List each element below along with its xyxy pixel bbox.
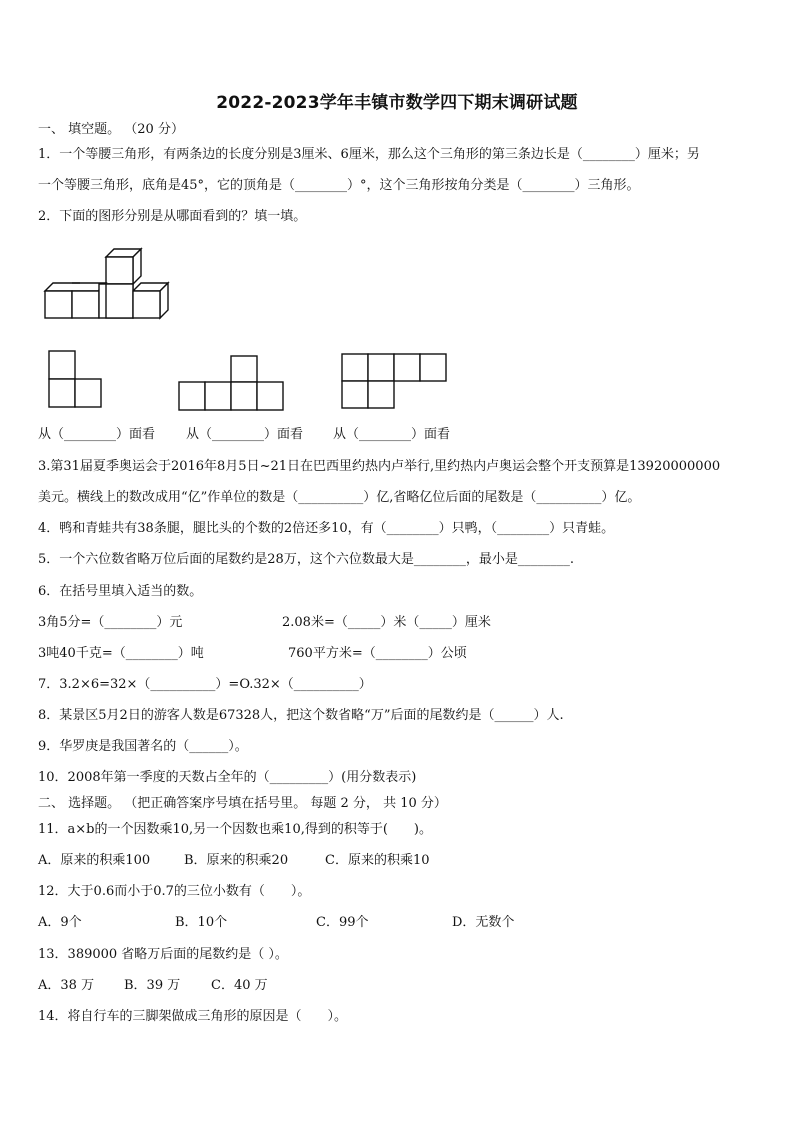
question-6-item-4: 760平方米=（________）公顷 (288, 646, 467, 661)
question-5: 5．一个六位数省略万位后面的尾数约是28万，这个六位数最大是________，最小是________. (38, 552, 574, 567)
question-12: 12．大于0.6而小于0.7的三位小数有（ ）。 (38, 884, 311, 899)
question-13-option-b: B．39 万 (124, 978, 181, 993)
page-title: 2022-2023学年丰镇市数学四下期末调研试题 (216, 93, 578, 113)
section-1-heading: 一、 填空题。 （20 分） (38, 122, 184, 137)
question-6-item-3: 3吨40千克=（________）吨 (38, 646, 204, 661)
section-2-heading: 二、 选择题。 （把正确答案序号填在括号里。 每题 2 分， 共 10 分） (38, 796, 447, 811)
question-2: 2．下面的图形分别是从哪面看到的？填一填。 (38, 209, 307, 224)
question-13-option-a: A．38 万 (38, 978, 95, 993)
question-11-option-b: B．原来的积乘20 (184, 853, 289, 868)
view-2-label: 从（________）面看 (186, 427, 304, 442)
question-12-option-d: D．无数个 (452, 915, 515, 930)
question-10: 10．2008年第一季度的天数占全年的（_________）(用分数表示) (38, 770, 417, 785)
question-11-option-c: C．原来的积乘10 (325, 853, 430, 868)
question-1-line-2: 一个等腰三角形，底角是45°，它的顶角是（________）°，这个三角形按角分类是（________）三角形。 (38, 178, 640, 193)
question-11: 11．a×b的一个因数乘10,另一个因数也乘10,得到的积等于( )。 (38, 822, 432, 837)
view-1-label: 从（________）面看 (38, 427, 156, 442)
question-9: 9．华罗庚是我国著名的（______）。 (38, 739, 248, 754)
view-3-label: 从（________）面看 (333, 427, 451, 442)
question-1-line-1: 1．一个等腰三角形，有两条边的长度分别是3厘米、6厘米，那么这个三角形的第三条边长是（________）厘米；另 (38, 147, 700, 162)
question-11-option-a: A．原来的积乘100 (38, 853, 151, 868)
cube-stack-figure (40, 244, 175, 324)
question-6: 6．在括号里填入适当的数。 (38, 584, 203, 599)
question-4: 4．鸭和青蛙共有38条腿，腿比头的个数的2倍还多10，有（________）只鸭，（________）只青蛙。 (38, 521, 615, 536)
question-6-item-2: 2.08米=（_____）米（_____）厘米 (282, 615, 491, 630)
question-3-line-2: 美元。横线上的数改成用“亿”作单位的数是（__________）亿,省略亿位后面的尾数是（__________）亿。 (38, 490, 641, 505)
view-3-figure (341, 353, 451, 411)
question-13-option-c: C．40 万 (211, 978, 268, 993)
question-12-option-a: A．9个 (38, 915, 82, 930)
question-7: 7．3.2×6=32×（__________）=O.32×（__________） (38, 677, 372, 692)
question-12-option-b: B．10个 (175, 915, 228, 930)
question-13: 13．389000 省略万后面的尾数约是（ ）。 (38, 947, 288, 962)
question-12-option-c: C．99个 (316, 915, 369, 930)
question-8: 8．某景区5月2日的游客人数是67328人，把这个数省略“万”后面的尾数约是（______）人. (38, 708, 564, 723)
question-6-item-1: 3角5分=（________）元 (38, 615, 183, 630)
question-3-line-1: 3.第31届夏季奥运会于2016年8月5日~21日在巴西里约热内卢举行,里约热内卢奥运会整个开支预算是13920000000 (38, 459, 721, 474)
view-2-figure (177, 355, 287, 413)
view-1-figure (48, 350, 108, 410)
question-14: 14．将自行车的三脚架做成三角形的原因是（ ）。 (38, 1009, 348, 1024)
